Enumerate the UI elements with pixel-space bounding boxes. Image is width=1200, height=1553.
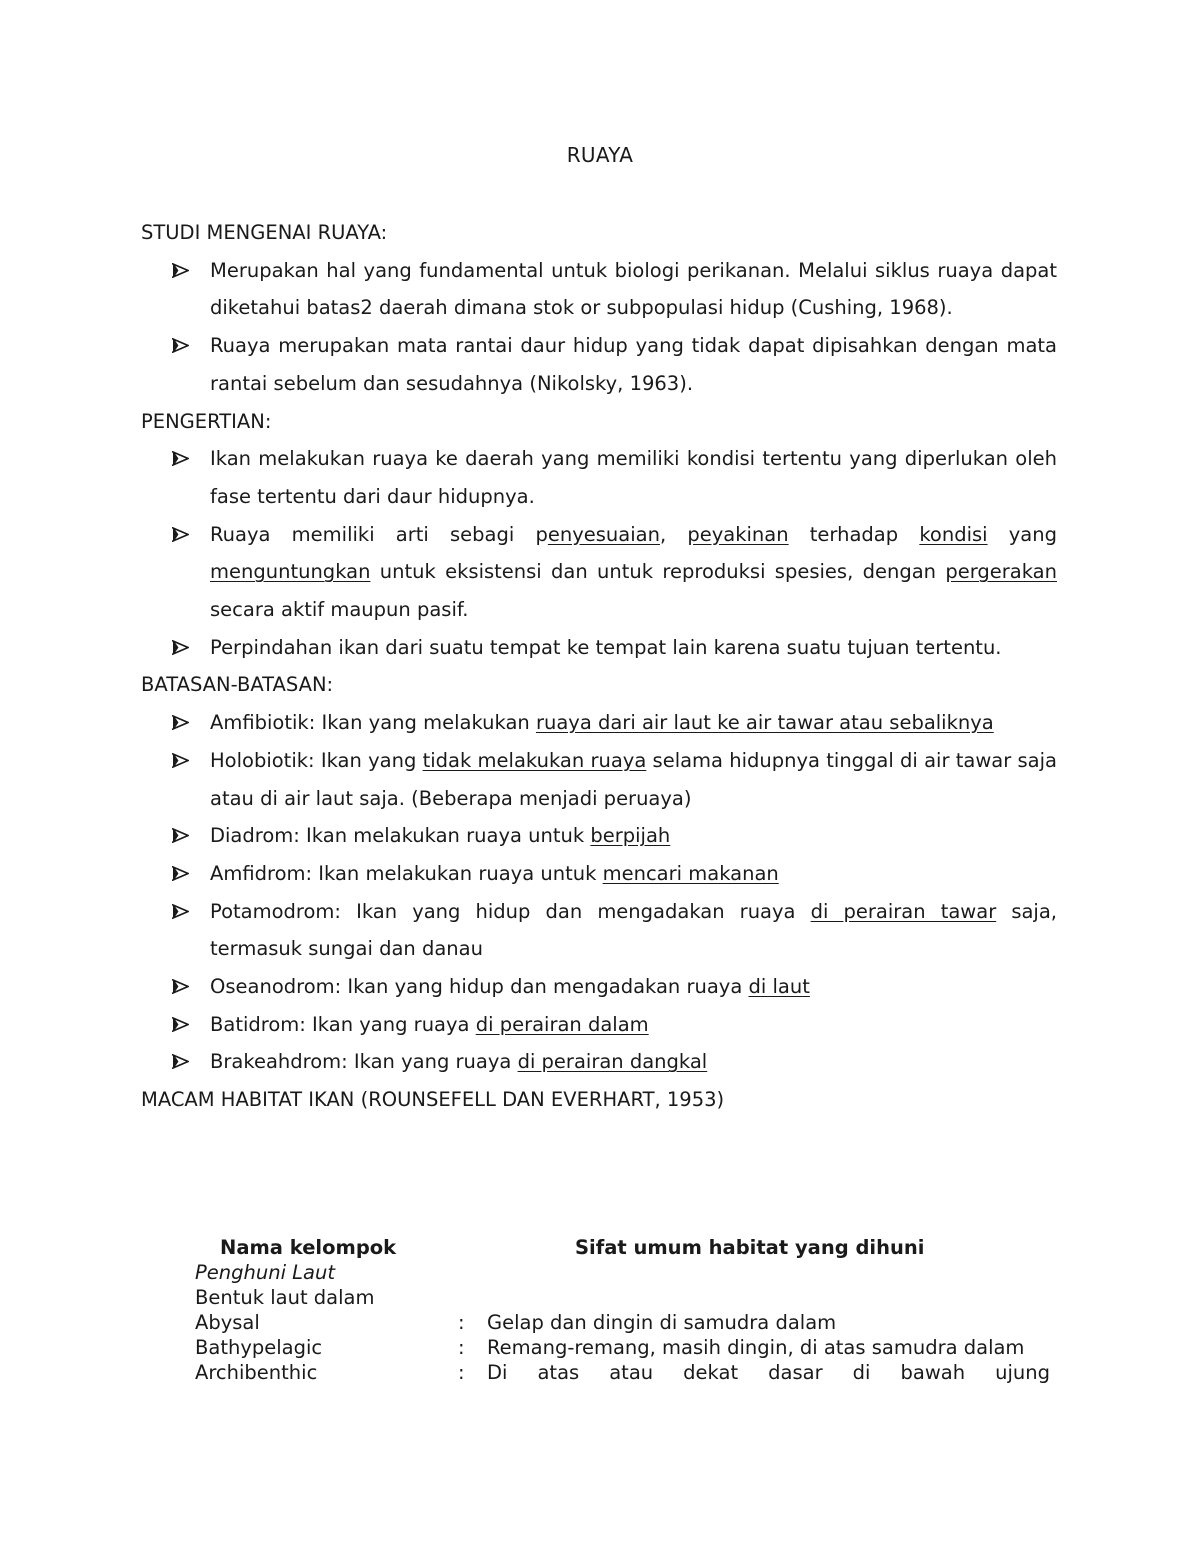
table-cell-separator: :: [458, 1336, 465, 1359]
table-cell-description: Di atas atau dekat dasar di bawah ujung: [487, 1361, 1050, 1384]
underlined-term: menguntungkan: [210, 560, 371, 584]
arrowhead-bullet-icon: [172, 327, 189, 353]
table-header: [195, 1235, 1050, 1260]
text-run: Ruaya merupakan mata rantai daur hidup yang tidak dapat dipisahkan dengan mata rantai sebelum dan sesudahnya (Nikolsky, 1963).: [210, 334, 1057, 395]
arrowhead-bullet-icon: [172, 440, 189, 466]
underlined-term: ruaya dari air laut ke air tawar atau sebaliknya: [535, 711, 994, 735]
section-heading: PENGERTIAN:: [141, 409, 272, 433]
text-run: Ikan melakukan ruaya ke daerah yang memiliki kondisi tertentu yang diperlukan oleh fase tertentu dari daur hidupnya.: [210, 447, 1057, 508]
bullet-item: [141, 440, 1057, 515]
underlined-term: di laut: [748, 975, 810, 999]
bullet-item: [141, 327, 1057, 402]
bullet-list: [141, 252, 1057, 403]
bullet-list: [141, 704, 1057, 1081]
table-row: [195, 1335, 1050, 1360]
table-cell-description: Remang-remang, masih dingin, di atas samudra dalam: [487, 1336, 1025, 1359]
habitat-table: [195, 1235, 1050, 1385]
arrowhead-bullet-icon: [172, 1043, 189, 1069]
subgroup-label: Bentuk laut dalam: [195, 1286, 375, 1309]
bullet-item: [141, 629, 1057, 667]
arrowhead-bullet-icon: [172, 855, 189, 881]
arrowhead-bullet-icon: [172, 252, 189, 278]
section-heading: STUDI MENGENAI RUAYA:: [141, 221, 388, 244]
bullet-list: [141, 440, 1057, 666]
underlined-term: enyesuaian: [547, 522, 660, 546]
text-run: untuk eksistensi dan untuk reproduksi spesies, dengan: [370, 560, 946, 584]
underlined-term: di perairan tawar: [810, 899, 997, 923]
table-group-row: [195, 1260, 1050, 1285]
text-run: Perpindahan ikan dari suatu tempat ke tempat lain karena suatu tujuan tertentu.: [210, 635, 1002, 659]
bullet-item: [141, 1006, 1057, 1044]
arrowhead-bullet-icon: [172, 893, 189, 919]
bullet-item: [141, 968, 1057, 1006]
underlined-term: tidak melakukan ruaya: [422, 748, 647, 772]
text-run: Ruaya memiliki arti sebagi p: [210, 522, 548, 546]
bullet-item: [141, 516, 1057, 629]
table-cell-separator: :: [458, 1361, 465, 1384]
bullet-item: [141, 704, 1057, 742]
text-run: Merupakan hal yang fundamental untuk biologi perikanan. Melalui siklus ruaya dapat diketahui batas2 daerah dimana stok or subpopulasi hidup (Cushing, 1968).: [210, 258, 1057, 320]
column-header-group-name: Nama kelompok: [220, 1236, 397, 1259]
underlined-term: kondisi: [919, 522, 988, 546]
text-run: Diadrom: Ikan melakukan ruaya untuk: [210, 824, 591, 848]
text-run: Potamodrom: Ikan yang hidup dan mengadakan ruaya: [210, 899, 811, 923]
table-cell-name: Abysal: [195, 1311, 260, 1334]
bullet-item: [141, 252, 1057, 327]
text-run: terhadap: [788, 522, 920, 546]
bullet-item: [141, 855, 1057, 893]
table-cell-name: Bathypelagic: [195, 1336, 323, 1359]
arrowhead-bullet-icon: [172, 629, 189, 655]
underlined-term: di perairan dangkal: [517, 1050, 708, 1074]
document-title: RUAYA: [566, 143, 634, 167]
table-cell-name: Archibenthic: [195, 1361, 318, 1384]
document-body: [141, 214, 1057, 1119]
text-run: Amfidrom: Ikan melakukan ruaya untuk: [210, 861, 603, 885]
bullet-item: [141, 742, 1057, 817]
arrowhead-bullet-icon: [172, 704, 189, 730]
text-run: Holobiotik: Ikan yang: [210, 748, 423, 772]
table-cell-description: Gelap dan dingin di samudra dalam: [487, 1311, 837, 1334]
text-run: Oseanodrom: Ikan yang hidup dan mengadakan ruaya: [210, 975, 749, 999]
arrowhead-bullet-icon: [172, 1006, 189, 1032]
arrowhead-bullet-icon: [172, 968, 189, 994]
underlined-term: di perairan dalam: [475, 1012, 649, 1036]
underlined-term: pergerakan: [945, 560, 1057, 584]
underlined-term: mencari makanan: [602, 861, 779, 885]
bullet-item: [141, 893, 1057, 968]
arrowhead-bullet-icon: [172, 742, 189, 768]
table-subgroup-row: [195, 1285, 1050, 1310]
text-run: ,: [659, 522, 688, 546]
text-run: selama hidupnya tinggal di air tawar saja atau di air laut saja. (Beberapa menjadi peruaya): [210, 748, 1057, 810]
table-row: [195, 1360, 1050, 1385]
column-header-habitat-traits: Sifat umum habitat yang dihuni: [575, 1236, 925, 1259]
section-heading: BATASAN-BATASAN:: [141, 673, 334, 697]
table-row: [195, 1310, 1050, 1335]
text-run: Batidrom: Ikan yang ruaya: [210, 1012, 476, 1036]
text-run: saja, termasuk sungai dan danau: [210, 899, 1057, 961]
section-heading: MACAM HABITAT IKAN (ROUNSEFELL DAN EVERHART, 1953): [141, 1088, 725, 1112]
underlined-term: berpijah: [590, 824, 671, 848]
text-run: secara aktif maupun pasif.: [210, 598, 469, 622]
underlined-term: peyakinan: [687, 522, 789, 546]
bullet-item: [141, 817, 1057, 855]
text-run: Brakeahdrom: Ikan yang ruaya: [210, 1050, 518, 1074]
text-run: Amfibiotik: Ikan yang melakukan: [210, 711, 536, 735]
arrowhead-bullet-icon: [172, 516, 189, 542]
table-cell-separator: :: [458, 1311, 465, 1334]
group-label: Penghuni Laut: [195, 1261, 336, 1284]
bullet-item: [141, 1043, 1057, 1081]
arrowhead-bullet-icon: [172, 817, 189, 843]
text-run: yang: [987, 522, 1057, 546]
